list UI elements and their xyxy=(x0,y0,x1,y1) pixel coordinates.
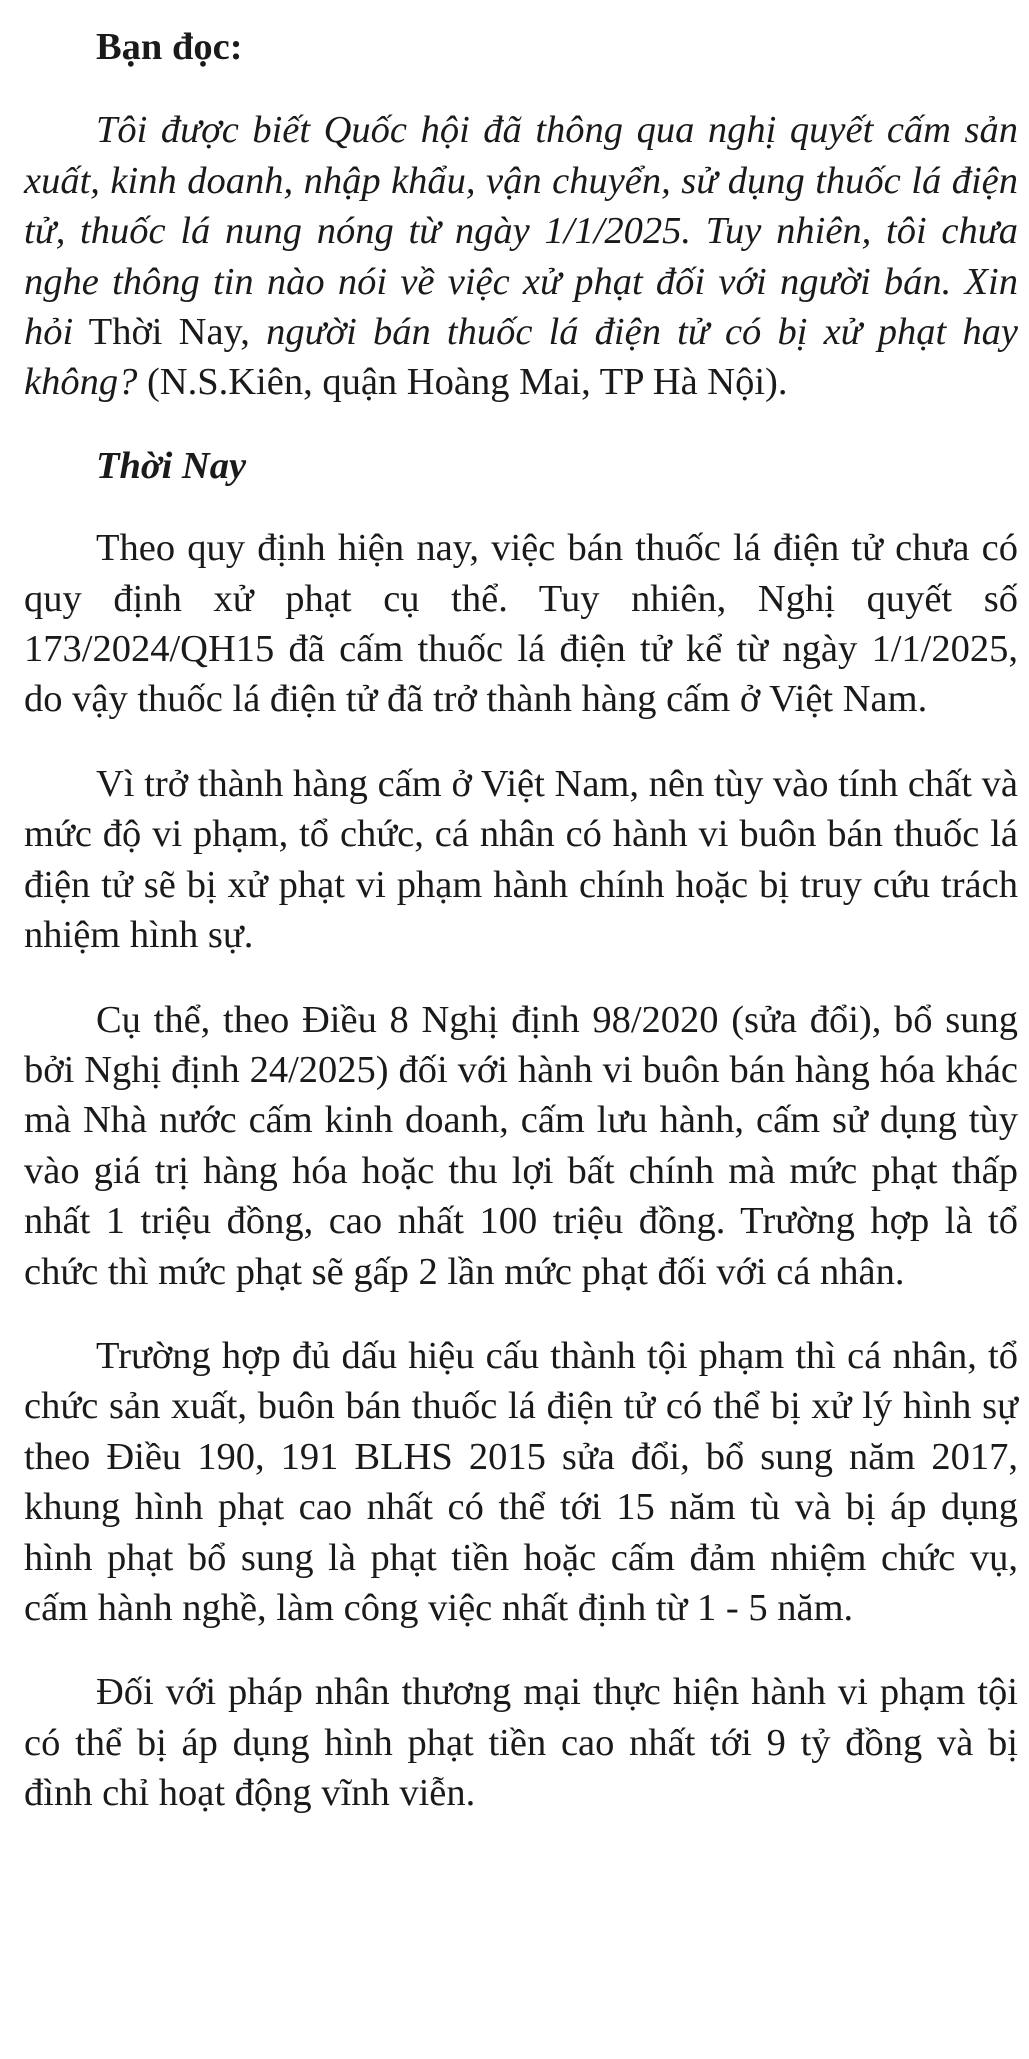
answer-paragraph-2: Vì trở thành hàng cấm ở Việt Nam, nên tùy vào tính chất và mức độ vi phạm, tổ chức, cá nhân có hành vi buôn bán thuốc lá điện tử sẽ bị xử phạt vi phạm hành chính hoặc bị truy cứu trách nhiệm hình sự. xyxy=(24,762,1018,957)
reader-label: Bạn đọc: xyxy=(96,26,243,68)
question-text-italic-1: Tôi được biết Quốc hội đã thông qua nghị quyết cấm sản xuất, kinh doanh, nhập khẩu, vận chuyển, sử dụng thuốc lá điện tử, thuốc lá nung nóng từ ngày 1/1/2025. Tuy nhiên, tôi chưa nghe thông tin nào nói về việc xử phạt đối với người bán. Xin hỏi xyxy=(24,109,1018,354)
question-text-italic-2: người bán thuốc lá điện tử có bị xử phạt hay không? xyxy=(24,311,1018,404)
answer-paragraph-3: Cụ thể, theo Điều 8 Nghị định 98/2020 (sửa đổi), bổ sung bởi Nghị định 24/2025) đối với hành vi buôn bán hàng hóa khác mà Nhà nước cấm kinh doanh, cấm lưu hành, cấm sử dụng tùy vào giá trị hàng hóa hoặc thu lợi bất chính mà mức phạt thấp nhất 1 triệu đồng, cao nhất 100 triệu đồng. Trường hợp là tổ chức thì mức phạt sẽ gấp 2 lần mức phạt đối với cá nhân. xyxy=(24,998,1018,1293)
reader-question xyxy=(24,105,1018,407)
answer-paragraph-4: Trường hợp đủ dấu hiệu cấu thành tội phạm thì cá nhân, tổ chức sản xuất, buôn bán thuốc lá điện tử có thể bị xử lý hình sự theo Điều 190, 191 BLHS 2015 sửa đổi, bổ sung năm 2017, khung hình phạt cao nhất có thể tới 15 năm tù và bị áp dụng hình phạt bổ sung là phạt tiền hoặc cấm đảm nhiệm chức vụ, cấm hành nghề, làm công việc nhất định từ 1 - 5 năm. xyxy=(24,1334,1018,1629)
question-attribution: (N.S.Kiên, quận Hoàng Mai, TP Hà Nội). xyxy=(146,361,788,404)
question-text-plain-1: Thời Nay, xyxy=(88,311,250,354)
article-body xyxy=(24,22,1018,1819)
answer-paragraph-5: Đối với pháp nhân thương mại thực hiện hành vi phạm tội có thể bị áp dụng hình phạt tiền cao nhất tới 9 tỷ đồng và bị đình chỉ hoạt động vĩnh viễn. xyxy=(24,1671,1018,1815)
answer-paragraph-1: Theo quy định hiện nay, việc bán thuốc lá điện tử chưa có quy định xử phạt cụ thể. Tuy nhiên, Nghị quyết số 173/2024/QH15 đã cấm thuốc lá điện tử kể từ ngày 1/1/2025, do vậy thuốc lá điện tử đã trở thành hàng cấm ở Việt Nam. xyxy=(24,527,1018,721)
answer-label: Thời Nay xyxy=(96,444,247,487)
